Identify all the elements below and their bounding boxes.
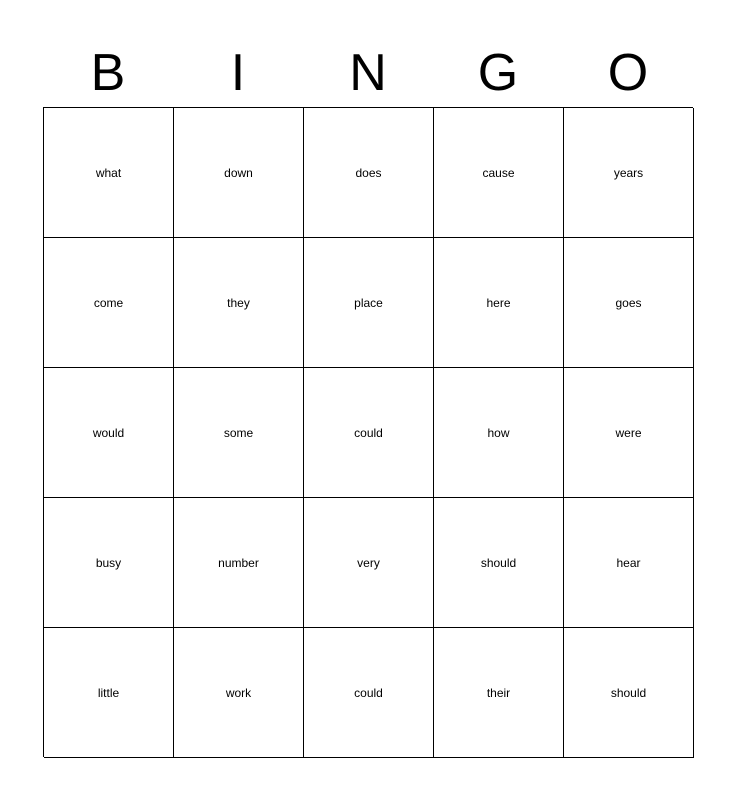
- bingo-cell[interactable]: number: [174, 498, 304, 628]
- bingo-cell[interactable]: cause: [434, 108, 564, 238]
- bingo-cell[interactable]: could: [304, 628, 434, 758]
- bingo-cell[interactable]: here: [434, 238, 564, 368]
- bingo-cell[interactable]: down: [174, 108, 304, 238]
- bingo-cell[interactable]: they: [174, 238, 304, 368]
- bingo-cell[interactable]: little: [44, 628, 174, 758]
- bingo-cell[interactable]: should: [434, 498, 564, 628]
- bingo-cell[interactable]: busy: [44, 498, 174, 628]
- header-letter-b: B: [90, 44, 126, 102]
- header-letter-o: O: [607, 44, 649, 102]
- bingo-cell[interactable]: work: [174, 628, 304, 758]
- bingo-header: [43, 42, 693, 104]
- bingo-cell[interactable]: some: [174, 368, 304, 498]
- bingo-cell[interactable]: could: [304, 368, 434, 498]
- bingo-cell[interactable]: how: [434, 368, 564, 498]
- header-letter-n: N: [349, 44, 387, 102]
- bingo-cell[interactable]: goes: [564, 238, 694, 368]
- bingo-cell[interactable]: their: [434, 628, 564, 758]
- bingo-cell[interactable]: come: [44, 238, 174, 368]
- bingo-card-grid: [43, 107, 693, 757]
- bingo-cell[interactable]: should: [564, 628, 694, 758]
- bingo-cell[interactable]: place: [304, 238, 434, 368]
- header-letter-i: I: [230, 44, 246, 102]
- bingo-cell[interactable]: what: [44, 108, 174, 238]
- header-letter-g: G: [477, 44, 519, 102]
- bingo-cell[interactable]: hear: [564, 498, 694, 628]
- bingo-cell[interactable]: years: [564, 108, 694, 238]
- bingo-cell[interactable]: very: [304, 498, 434, 628]
- bingo-cell[interactable]: would: [44, 368, 174, 498]
- bingo-cell[interactable]: were: [564, 368, 694, 498]
- bingo-cell[interactable]: does: [304, 108, 434, 238]
